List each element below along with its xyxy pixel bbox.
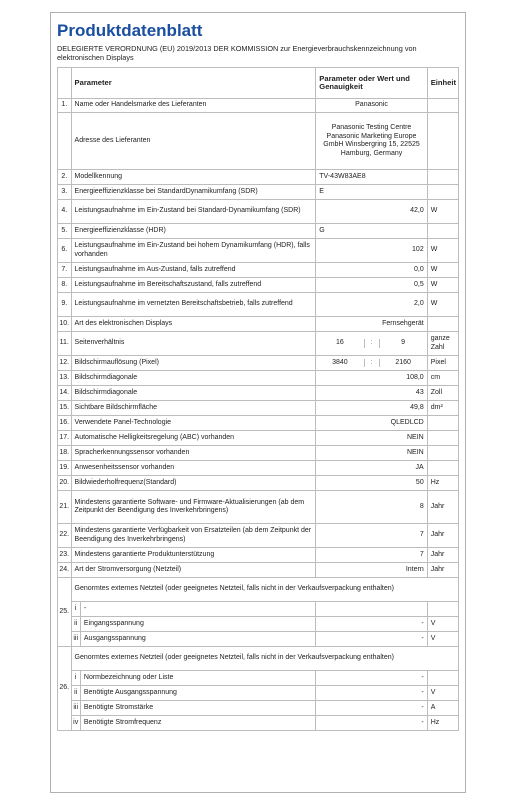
table-row: Adresse des Lieferanten Panasonic Testing Centre Panasonic Marketing Europe GmbH Winsbergring 15, 22525 Hamburg, Germany: [58, 113, 459, 170]
table-row: 8. Leistungsaufnahme im Bereitschaftszustand, falls zutreffend 0,5 W: [58, 278, 459, 293]
table-header-row: [58, 68, 459, 99]
table-row: 24. Art der Stromversorgung (Netzteil) Intern Jahr: [58, 563, 459, 578]
table-row: 19. Anwesenheitssensor vorhanden JA: [58, 461, 459, 476]
table-row: 5. Energieeffizienzklasse (HDR) G: [58, 224, 459, 239]
table-subrow: i Normbezeichnung oder Liste -: [58, 671, 459, 686]
table-row: 6. Leistungsaufnahme im Ein-Zustand bei hohem Dynamikumfang (HDR), falls vorhanden 102 W: [58, 239, 459, 263]
table-subrow: iv Benötigte Stromfrequenz - Hz: [58, 716, 459, 731]
table-subrow: ii Eingangsspannung - V: [58, 617, 459, 632]
table-row: 9. Leistungsaufnahme im vernetzten Bereitschaftsbetrieb, falls zutreffend 2,0 W: [58, 293, 459, 317]
aspect-ratio-values: 16 : 9: [335, 339, 406, 347]
table-row: 17. Automatische Helligkeitsregelung (ABC) vorhanden NEIN: [58, 431, 459, 446]
table-row: 4. Leistungsaufnahme im Ein-Zustand bei Standard-Dynamikumfang (SDR) 42,0 W: [58, 200, 459, 224]
resolution-values: 3840 : 2160: [332, 358, 411, 366]
table-row: 16. Verwendete Panel-Technologie QLEDLCD: [58, 416, 459, 431]
table-row-group-header: 26. Genormtes externes Netzteil (oder geeignetes Netzteil, falls nicht in der Verkaufsverpackung enthalten): [58, 647, 459, 671]
page-subtitle: DELEGIERTE VERORDNUNG (EU) 2019/2013 DER KOMMISSION zur Energieverbrauchskennzeichnung von elektronischen Displays: [57, 44, 417, 62]
table-row: 7. Leistungsaufnahme im Aus-Zustand, falls zutreffend 0,0 W: [58, 263, 459, 278]
header-parameter: Parameter: [71, 68, 316, 99]
table-subrow: ii Benötigte Ausgangsspannung - V: [58, 686, 459, 701]
table-row: 2. Modellkennung TV-43W83AE8: [58, 170, 459, 185]
table-row: 23. Mindestens garantierte Produktunterstützung 7 Jahr: [58, 548, 459, 563]
table-row: 1. Name oder Handelsmarke des Lieferanten Panasonic: [58, 99, 459, 113]
table-row: 21. Mindestens garantierte Software- und Firmware-Aktualisierungen (ab dem Zeitpunkt der Beendigung des Inverkehrbringens) 8 Jahr: [58, 491, 459, 524]
table-subrow: iii Benötigte Stromstärke - A: [58, 701, 459, 716]
page-title: Produktdatenblatt: [57, 21, 203, 40]
table-row: 15. Sichtbare Bildschirmfläche 49,8 dm²: [58, 401, 459, 416]
table-row: 18. Spracherkennungssensor vorhanden NEIN: [58, 446, 459, 461]
table-row: 22. Mindestens garantierte Verfügbarkeit von Ersatzteilen (ab dem Zeitpunkt der Beendigung des Inverkehrbringens) 7 Jahr: [58, 524, 459, 548]
table-row: 10. Art des elektronischen Displays Fernsehgerät: [58, 317, 459, 332]
table-subrow: i -: [58, 602, 459, 617]
product-data-sheet: [50, 12, 466, 793]
table-subrow: iii Ausgangsspannung - V: [58, 632, 459, 647]
table-row: 13. Bildschirmdiagonale 108,0 cm: [58, 371, 459, 386]
table-row: 3. Energieeffizienzklasse bei StandardDynamikumfang (SDR) E: [58, 185, 459, 200]
header-value: Parameter oder Wert und Genauigkeit: [316, 68, 427, 99]
table-row: 20. Bildwiederholfrequenz(Standard) 50 Hz: [58, 476, 459, 491]
header-unit: Einheit: [427, 68, 458, 99]
table-row: 11. Seitenverhältnis 16 : 9 ganze Zahl: [58, 332, 459, 356]
spec-table: [57, 67, 459, 731]
table-row: 14. Bildschirmdiagonale 43 Zoll: [58, 386, 459, 401]
table-row-group-header: 25. Genormtes externes Netzteil (oder geeignetes Netzteil, falls nicht in der Verkaufsverpackung enthalten): [58, 578, 459, 602]
table-row: 12. Bildschirmauflösung (Pixel) 3840 : 2160 Pixel: [58, 356, 459, 371]
